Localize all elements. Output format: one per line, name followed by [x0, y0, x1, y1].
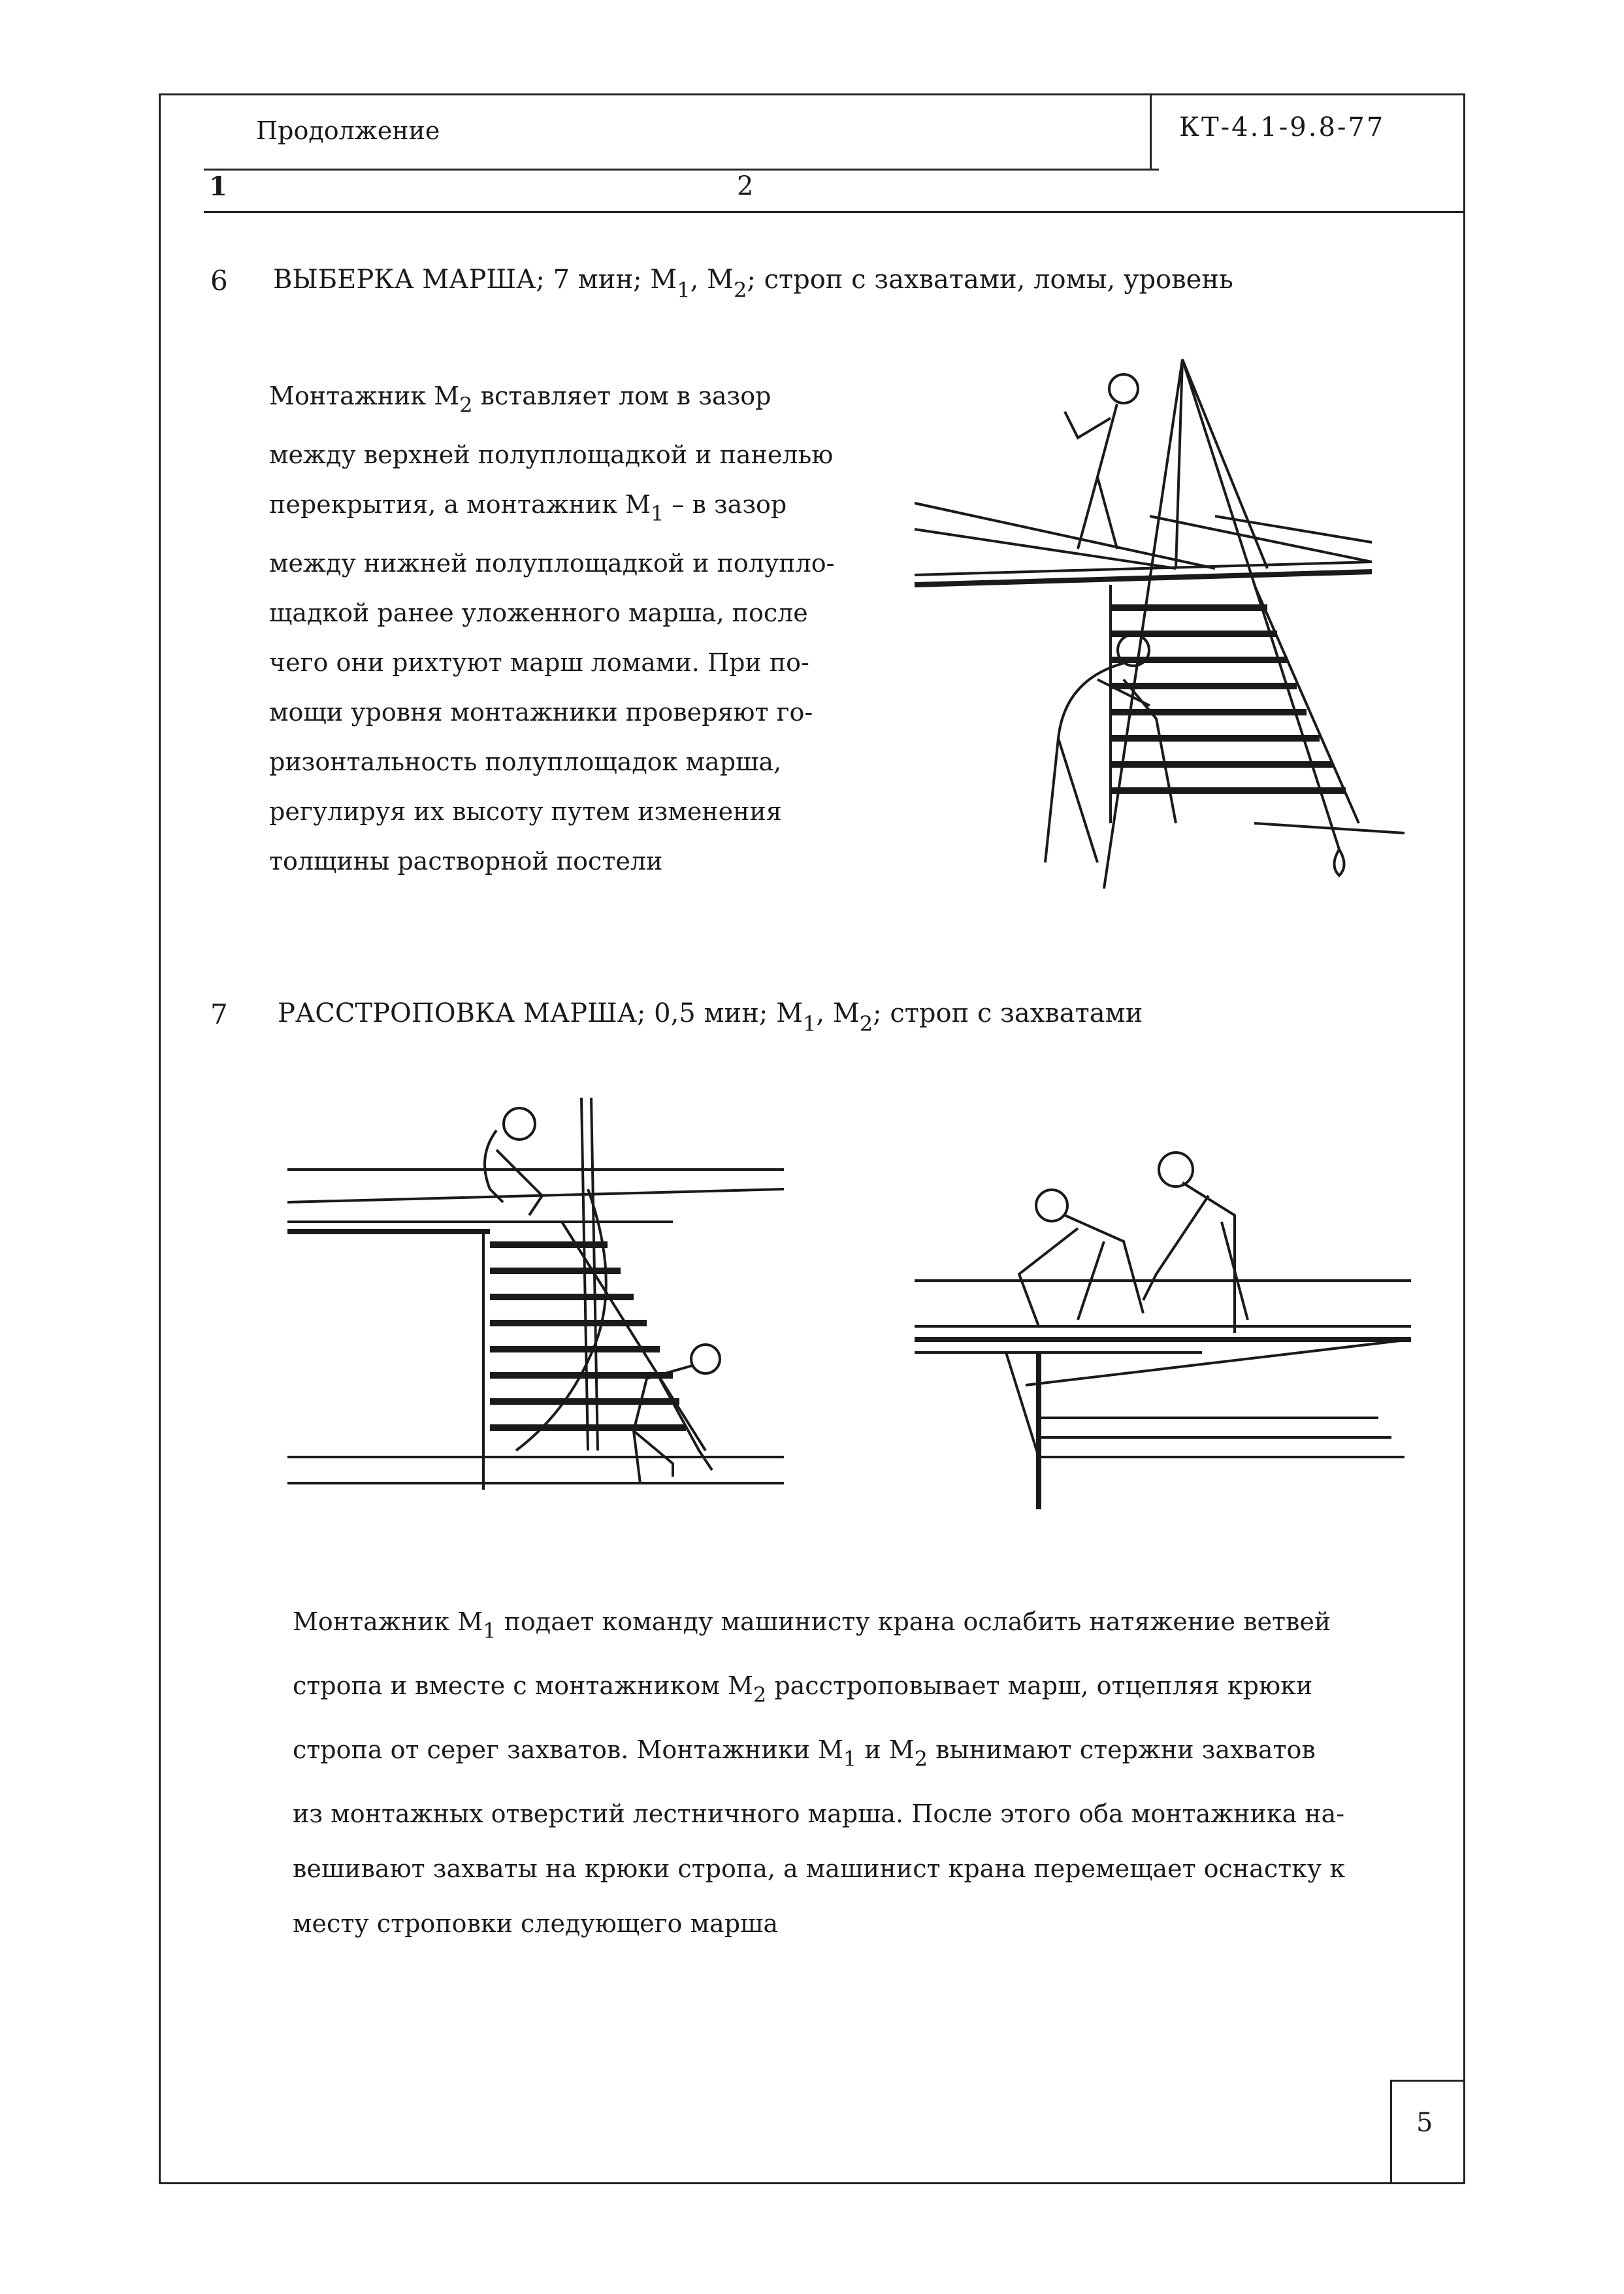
section-6-title: ВЫБЕРКА МАРША; 7 мин; $М_1$, $М_2$; строп с захватами, ломы, уровень: [273, 265, 1233, 303]
column-1-header: 1: [209, 171, 227, 202]
section-7-number: 7: [210, 998, 228, 1030]
section-6-text: Монтажник $М_2$ вставляет лом в зазор между верхней полуплощадкой и панелью перекрытия, а монтажник $М_1$ – в зазор между нижней полуплощадкой и полупло- щадкой ранее уложенного марша, после чего они рихтуют марш ломами. При по- мощи уровня монтажники проверяют го- ризонтальность полуплощадок марша, регулируя их высоту путем изменения толщины растворной постели: [269, 382, 835, 876]
column-2-header: 2: [737, 171, 754, 201]
page-number: 5: [1416, 2108, 1433, 2138]
continuation-label: Продолжение: [256, 116, 440, 145]
illustration-unslinging-stairs: [281, 1085, 804, 1529]
section-6-number: 6: [210, 265, 228, 297]
column-header-rule: [204, 211, 1465, 213]
header-rule: [204, 169, 1159, 171]
illustration-flight-alignment: [901, 353, 1411, 889]
section-7-text: Монтажник $М_1$ подает команду машинисту крана ослабить натяжение ветвей стропа и вместе с монтажником $М_2$ расстроповывает марш, отцепляя крюки стропа от серег захватов. Монтажники $М_1$ и $М_2$ вынимают стержни захватов из монтажных отверстий лестничного марша. После этого оба монтажника на- вешивают захваты на крюки стропа, а машинист крана перемещает оснастку к месту строповки следующего марша: [293, 1607, 1346, 1938]
illustration-removing-grips: [908, 1143, 1418, 1535]
document-code: КТ-4.1-9.8-77: [1179, 112, 1386, 142]
section-7-title: РАССТРОПОВКА МАРША; 0,5 мин; $М_1$, $М_2$; строп с захватами: [278, 998, 1143, 1036]
